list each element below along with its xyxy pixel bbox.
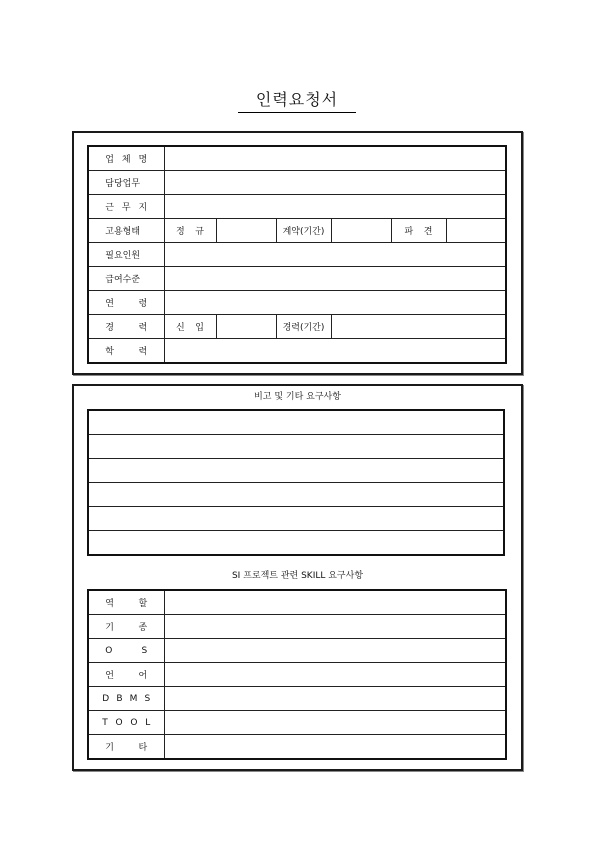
requirements-box: [72, 384, 523, 771]
company-value[interactable]: [164, 146, 506, 171]
workplace-value[interactable]: [164, 195, 506, 219]
salary-label: 급여수준: [88, 267, 164, 291]
employment-type-row: [88, 219, 506, 243]
age-label: 연 령: [88, 291, 164, 315]
remarks-line[interactable]: [88, 483, 504, 507]
headcount-value[interactable]: [164, 243, 506, 267]
experienced-value[interactable]: [331, 315, 506, 339]
dispatch-label: 파 견: [391, 219, 446, 243]
tool-label: T O O L: [88, 711, 164, 735]
role-value[interactable]: [164, 590, 506, 615]
employment-type-label: 고용형태: [88, 219, 164, 243]
contract-label: 계약(기간): [276, 219, 331, 243]
company-label: 업 체 명: [88, 146, 164, 171]
remarks-line[interactable]: [88, 435, 504, 459]
other-value[interactable]: [164, 735, 506, 760]
salary-value[interactable]: [164, 267, 506, 291]
workplace-row: [88, 195, 506, 219]
headcount-row: [88, 243, 506, 267]
other-label: 기 타: [88, 735, 164, 760]
skill-row-machine: [88, 615, 506, 639]
language-label: 언 어: [88, 663, 164, 687]
salary-row: [88, 267, 506, 291]
remarks-line[interactable]: [88, 507, 504, 531]
age-value[interactable]: [164, 291, 506, 315]
new-hire-value[interactable]: [216, 315, 276, 339]
skill-row-language: [88, 663, 506, 687]
request-info-box: [72, 131, 523, 375]
company-row: [88, 146, 506, 171]
remarks-line[interactable]: [88, 410, 504, 435]
machine-label: 기 종: [88, 615, 164, 639]
remarks-heading: 비고 및 기타 요구사항: [254, 392, 341, 402]
skill-row-tool: [88, 711, 506, 735]
age-row: [88, 291, 506, 315]
document-title: 인력요청서: [238, 88, 356, 113]
education-label: 학 력: [88, 339, 164, 364]
remarks-table: [87, 409, 505, 556]
skill-row-os: [88, 639, 506, 663]
new-hire-label: 신 입: [164, 315, 216, 339]
experience-label: 경 력: [88, 315, 164, 339]
remarks-row: [88, 410, 504, 435]
tool-value[interactable]: [164, 711, 506, 735]
duties-value[interactable]: [164, 171, 506, 195]
remarks-row: [88, 459, 504, 483]
remarks-line[interactable]: [88, 459, 504, 483]
role-label: 역 할: [88, 590, 164, 615]
duties-row: [88, 171, 506, 195]
os-value[interactable]: [164, 639, 506, 663]
dispatch-value[interactable]: [446, 219, 506, 243]
skill-row-role: [88, 590, 506, 615]
remarks-line[interactable]: [88, 531, 504, 556]
skills-heading: SI 프로젝트 관련 SKILL 요구사항: [231, 571, 364, 581]
os-label: O S: [88, 639, 164, 663]
education-row: [88, 339, 506, 364]
workplace-label: 근 무 지: [88, 195, 164, 219]
remarks-row: [88, 531, 504, 556]
experienced-label: 경력(기간): [276, 315, 331, 339]
remarks-row: [88, 435, 504, 459]
dbms-value[interactable]: [164, 687, 506, 711]
regular-label: 정 규: [164, 219, 216, 243]
request-info-table: [87, 145, 507, 364]
skill-row-other: [88, 735, 506, 760]
headcount-label: 필요인원: [88, 243, 164, 267]
machine-value[interactable]: [164, 615, 506, 639]
remarks-row: [88, 507, 504, 531]
skill-row-dbms: [88, 687, 506, 711]
language-value[interactable]: [164, 663, 506, 687]
education-value[interactable]: [164, 339, 506, 364]
experience-row: [88, 315, 506, 339]
duties-label: 담당업무: [88, 171, 164, 195]
skills-table: [87, 589, 507, 760]
contract-value[interactable]: [331, 219, 391, 243]
remarks-row: [88, 483, 504, 507]
dbms-label: D B M S: [88, 687, 164, 711]
regular-value[interactable]: [216, 219, 276, 243]
